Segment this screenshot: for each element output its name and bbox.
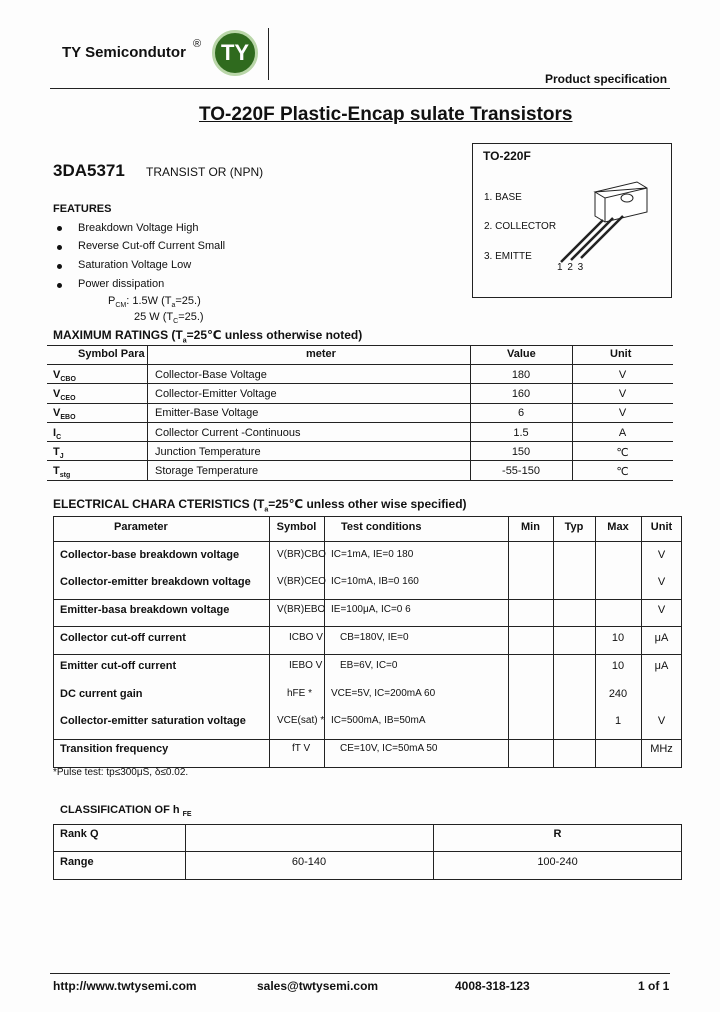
bullet-icon — [57, 264, 62, 269]
range-q: 60-140 — [291, 856, 327, 868]
bullet-icon — [57, 283, 62, 288]
ec-header-parameter: Parameter — [114, 521, 168, 533]
registered-mark: ® — [193, 38, 202, 50]
header-rule — [50, 88, 670, 89]
rank-r: R — [553, 828, 562, 840]
rule — [53, 654, 682, 655]
max-header-value: Value — [507, 348, 536, 360]
bullet-icon — [57, 226, 62, 231]
rule — [47, 460, 673, 461]
rule — [53, 739, 682, 740]
company-name: TY Semicondutor — [62, 44, 186, 61]
rule — [53, 541, 682, 542]
company-logo — [212, 30, 258, 76]
rule — [47, 403, 673, 404]
rule — [185, 824, 186, 880]
ec-header-conditions: Test conditions — [341, 521, 422, 533]
rule — [47, 441, 673, 442]
rule — [53, 599, 682, 600]
classification-heading: CLASSIFICATION OF h $_{FE}$ — [60, 804, 192, 819]
features-heading: FEATURES — [53, 203, 112, 215]
bullet-icon — [57, 245, 62, 250]
header-divider — [268, 28, 269, 80]
rule — [508, 516, 509, 768]
pin-numbers: 1 2 3 — [557, 262, 585, 273]
max-header-symbol: Symbol Para — [78, 348, 145, 360]
ec-header-max: Max — [607, 521, 629, 533]
transistor-package-drawing — [555, 174, 665, 264]
power-dissipation-case: 25 W $(T_C=25.)$ — [134, 311, 204, 326]
rule — [47, 345, 673, 346]
rule — [269, 516, 270, 768]
max-header-param: meter — [306, 348, 336, 360]
ec-header-unit: Unit — [650, 521, 673, 533]
part-number: 3DA5371 — [53, 161, 125, 180]
pulse-footnote: *Pulse test: tp≤300μS, δ≤0.02. — [53, 767, 189, 778]
feature-item: Breakdown Voltage High — [78, 222, 199, 234]
rule — [553, 516, 554, 768]
feature-item: Power dissipation — [78, 278, 165, 290]
ec-header-typ: Typ — [564, 521, 584, 533]
pin-collector: 2. COLLECTOR — [484, 221, 557, 232]
rule — [147, 345, 148, 480]
ec-header-min: Min — [521, 521, 540, 533]
range-label: Range — [60, 856, 94, 868]
rule — [53, 851, 682, 852]
page-title: TO-220F Plastic-Encap sulate Transistors — [199, 104, 573, 125]
rank-label: Rank Q — [60, 828, 99, 840]
electrical-heading: ELECTRICAL CHARA CTERISTICS ($T_a=25℃$ unless other wise specified) — [53, 497, 467, 514]
footer-rule — [50, 973, 670, 974]
ec-header-symbol: Symbol — [276, 521, 317, 533]
max-header-unit: Unit — [610, 348, 632, 360]
footer-url[interactable]: http://www.twtysemi.com — [53, 979, 197, 993]
package-name: TO-220F — [483, 149, 531, 163]
footer-email[interactable]: sales@twtysemi.com — [257, 979, 379, 993]
rule — [47, 364, 673, 365]
feature-item: Reverse Cut-off Current Small — [78, 240, 226, 252]
pin-base: 1. BASE — [484, 192, 522, 203]
rule — [47, 480, 673, 481]
feature-item: Saturation Voltage Low — [78, 259, 192, 271]
rule — [53, 626, 682, 627]
range-r: 100-240 — [537, 856, 578, 868]
pin-emitter: 3. EMITTE — [484, 251, 532, 262]
package-box — [472, 143, 672, 298]
rule — [47, 422, 673, 423]
power-dissipation-ambient: $P_{CM}$: 1.5W $(T_a=25.)$ — [108, 295, 201, 310]
rule — [47, 383, 673, 384]
part-description: TRANSIST OR (NPN) — [146, 165, 264, 179]
page-number: 1 of 1 — [638, 979, 670, 993]
max-ratings-heading: MAXIMUM RATINGS ($T_a=25℃$ unless otherwise noted) — [53, 328, 363, 345]
product-spec-label: Product specification — [545, 72, 668, 86]
footer-phone: 4008-318-123 — [455, 979, 530, 993]
logo-text: TY — [220, 40, 250, 65]
